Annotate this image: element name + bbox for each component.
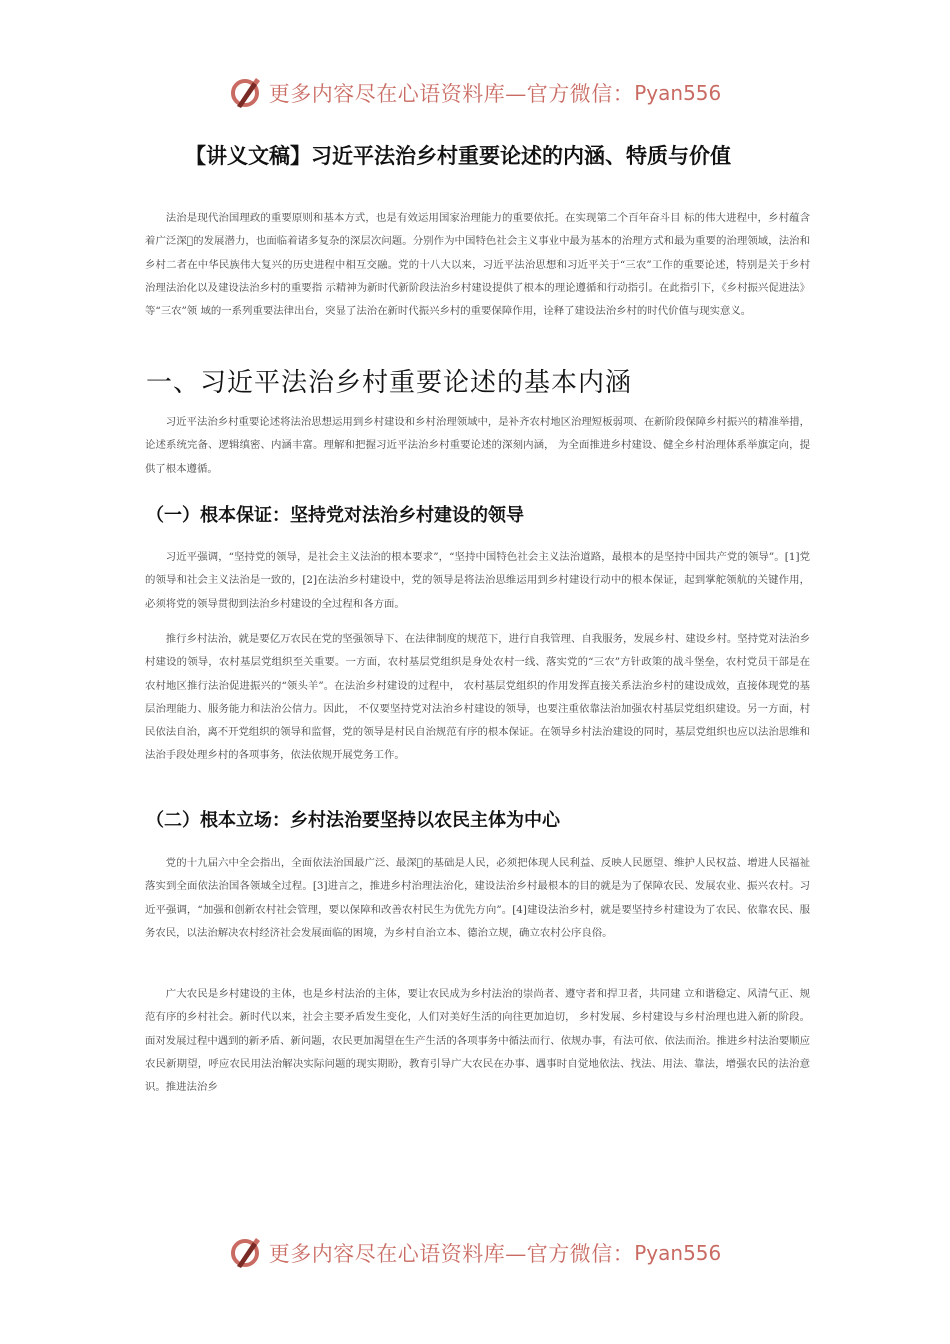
watermark-text: 更多内容尽在心语资料库—官方微信： <box>268 1242 635 1266</box>
subsection-1-paragraph-2: 推行乡村法治，就是要亿万农民在党的坚强领导下、在法律制度的规范下，进行自我管理、自我服务，发展乡村、建设乡村。坚持党对法治乡村建设的领导，农村基层党组织至关重要。一方面，农村基层党组织是身处农村一线、落实党的“三农”方针政策的战斗堡垒，农村党员干部是在农村地区推行法治促进振兴的“领头羊”。在法治乡村建设的过程中， 农村基层党组织的作用发挥直接关系法治乡村的建设成效，直接体现党的基层治理能力、服务能力和法治公信力。因此， 不仅要坚持党对法治乡村建设的领导，也要注重依靠法治加强农村基层党组织建设。另一方面，村民依法自治，离不开党组织的领导和监督，党的领导是村民自治规范有序的根本保证。在领导乡村法治建设的同时，基层党组织也应以法治思维和法治手段处理乡村的各项事务，依法依规开展党务工作。 <box>145 633 811 762</box>
intro-paragraph: 法治是现代治国理政的重要原则和基本方式，也是有效运用国家治理能力的重要依托。在实现第二个百年奋斗目 标的伟大进程中，乡村蕴含着广泛深 的发展潜力，也面临着诸多复杂的深层次问题。分别作为中国特色社会主义事业中最为基本的治理方式和最为重要的治理领域，法治和乡村二者在中华民族伟大复兴的历史进程中相互交融。党的十八大以来，习近平法治思想和习近平关于“三农”工作的重要论述，特别是关于乡村治理法治化以及建设法治乡村的重要指 示精神为新时代新阶段法治乡村建设提供了根本的理论遵循和行动指引。在此指引下，《乡村振兴促进法》等“三农”领 域的一系列重要法律出台，突显了法治在新时代振兴乡村的重要保障作用，诠释了建设法治乡村的时代价值与现实意义。 <box>145 212 810 318</box>
pen-logo-icon <box>229 76 263 110</box>
subsection-1-paragraph-1: 习近平强调，“坚持党的领导，是社会主义法治的根本要求”，“坚持中国特色社会主义法治道路，最根本的是坚持中国共产党的领导”。[1]党的领导和社会主义法治是一致的，[2]在法治乡村建设中，党的领导是将法治思维运用到乡村建设行动中的根本保证，起到掌舵领航的关键作用，必须将党的领导贯彻到法治乡村建设的全过程和各方面。 <box>145 551 810 610</box>
document-title: 【讲义文稿】习近平法治乡村重要论述的内涵、特质与价值 <box>185 144 731 168</box>
header-watermark <box>0 73 950 113</box>
section-1-intro: 习近平法治乡村重要论述将法治思想运用到乡村建设和乡村治理领域中，是补齐农村地区治理短板弱项、在新阶段保障乡村振兴的精准举措，论述系统完备、逻辑缜密、内涵丰富。理解和把握习近平法治乡村重要论述的深刻内涵， 为全面推进乡村建设、健全乡村治理体系举旗定向，提供了根本遵循。 <box>145 416 811 475</box>
subsection-1-heading: （一）根本保证：坚持党对法治乡村建设的领导 <box>146 505 524 526</box>
pen-logo-icon <box>229 1236 263 1270</box>
subsection-2-heading: （二）根本立场：乡村法治要坚持以农民主体为中心 <box>146 810 560 831</box>
subsection-2-paragraph-1: 党的十九届六中全会指出，全面依法治国最广泛、最深 的基础是人民，必须把体现人民利益、反映人民愿望、维护人民权益、增进人民福祉落实到全面依法治国各领域全过程。[3]进言之，推进乡村治理法治化，建设法治乡村最根本的目的就是为了保障农民、发展农业、振兴农村。习近平强调，“加强和创新农村社会管理，要以保障和改善农村民生为优先方向”。[4]建设法治乡村，就是要坚持乡村建设为了农民、依靠农民、服务农民，以法治解决农村经济社会发展面临的困境，为乡村自治立本、德治立规，确立农村公序良俗。 <box>145 857 810 939</box>
footer-watermark <box>0 1233 950 1273</box>
watermark-wechat-id: Pyan556 <box>634 81 722 105</box>
subsection-2-paragraph-2: 广大农民是乡村建设的主体，也是乡村法治的主体，要让农民成为乡村法治的崇尚者、遵守者和捍卫者，共同建 立和谐稳定、风清气正、规范有序的乡村社会。新时代以来，社会主要矛盾发生变化，人们对美好生活的向往更加迫切， 乡村发展、乡村建设与乡村治理也进入新的阶段。面对发展过程中遇到的新矛盾、新问题，农民更加渴望在生产生活的各项事务中循法而行、依规办事，有法可依、依法而治。推进乡村法治要顺应农民新期望，呼应农民用法治解决实际问题的现实期盼，教育引导广大农民在办事、遇事时自觉地依法、找法、用法、靠法，增强农民的法治意识。推进法治乡 <box>145 988 810 1094</box>
watermark-wechat-id: Pyan556 <box>634 1241 722 1265</box>
watermark-text: 更多内容尽在心语资料库—官方微信： <box>268 82 635 106</box>
section-1-heading: 一、习近平法治乡村重要论述的基本内涵 <box>146 368 633 398</box>
